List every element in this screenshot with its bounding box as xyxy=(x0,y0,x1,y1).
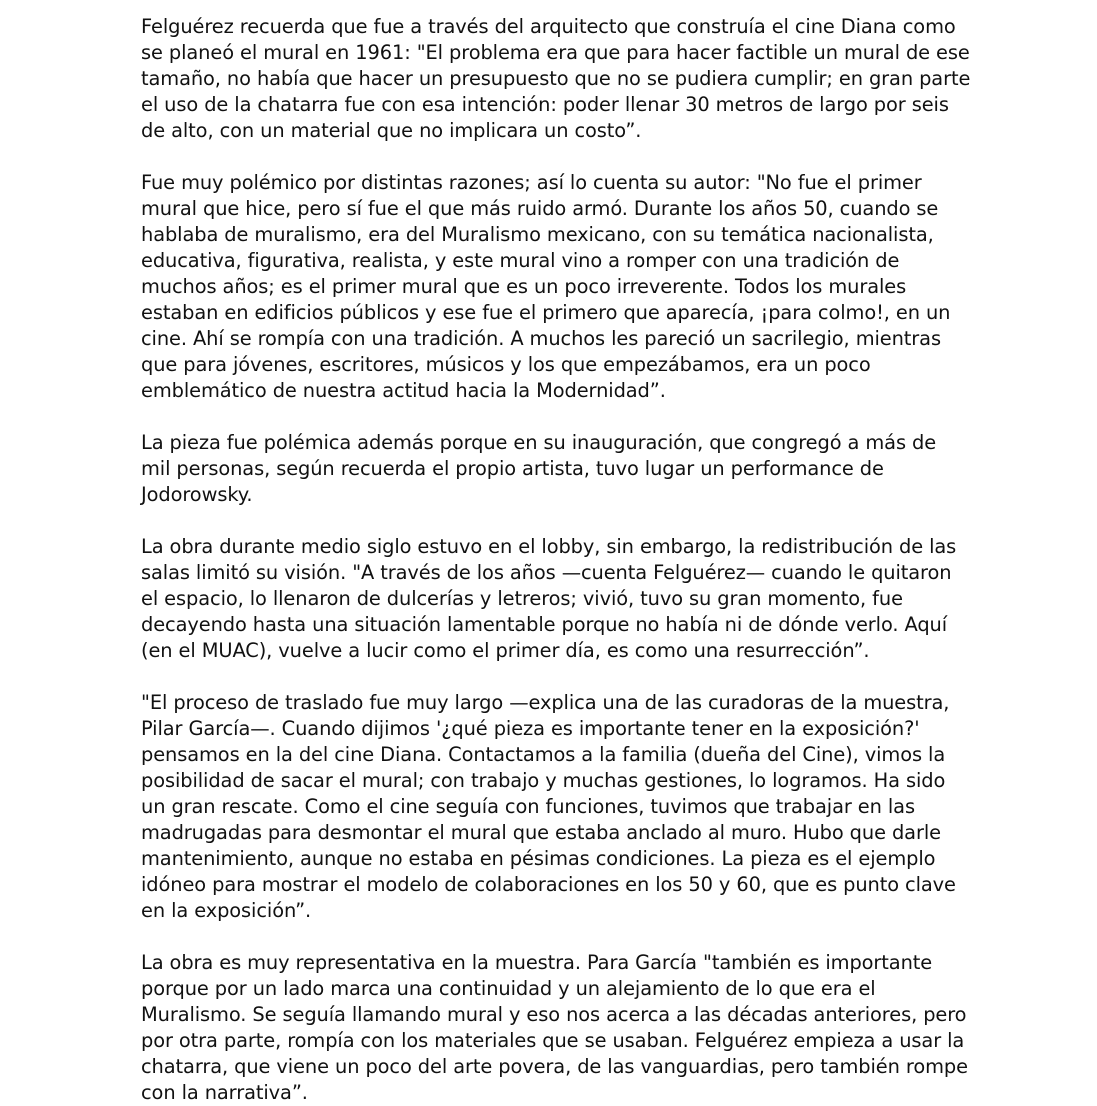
paragraph-lobby-history: La obra durante medio siglo estuvo en el lobby, sin embargo, la redistribución de las salas limitó su visión. "A través de los años —cuenta Felguérez— cuando le quitaron el espacio, lo llenaron de dulcerías y letreros; vivió, tuvo su gran momento, fue decayendo hasta una situación lamentable porque no había ni de dónde verlo. Aquí (en el MUAC), vuelve a lucir como el primer día, es como una resurrección”. xyxy=(141,535,957,662)
paragraph-mural-origin: Felguérez recuerda que fue a través del arquitecto que construía el cine Diana como se planeó el mural en 1961: "El problema era que para hacer factible un mural de ese tamaño, no había que hacer un presupuesto que no se pudiera cumplir; en gran parte el uso de la chatarra fue con esa intención: poder llenar 30 metros de largo por seis de alto, con un material que no implicara un costo”. xyxy=(141,15,971,142)
paragraph-representativeness: La obra es muy representativa en la muestra. Para García "también es importante porque por un lado marca una continuidad y un alejamiento de lo que era el Muralismo. Se seguía llamando mural y eso nos acerca a las décadas anteriores, pero por otra parte, rompía con los materiales que se usaban. Felguérez empieza a usar la chatarra, que viene un poco del arte povera, de las vanguardias, pero también rompe con la narrativa”. xyxy=(141,951,968,1104)
article-body xyxy=(141,14,971,1106)
paragraph-transfer-process: "El proceso de traslado fue muy largo —explica una de las curadoras de la muestra, Pilar García—. Cuando dijimos '¿qué pieza es importante tener en la exposición?' pensamos en la del cine Diana. Contactamos a la familia (dueña del Cine), vimos la posibilidad de sacar el mural; con trabajo y muchas gestiones, lo logramos. Ha sido un gran rescate. Como el cine seguía con funciones, tuvimos que trabajar en las madrugadas para desmontar el mural que estaba anclado al muro. Hubo que darle mantenimiento, aunque no estaba en pésimas condiciones. La pieza es el ejemplo idóneo para mostrar el modelo de colaboraciones en los 50 y 60, que es punto clave en la exposición”. xyxy=(141,691,956,922)
paragraph-inauguration: La pieza fue polémica además porque en su inauguración, que congregó a más de mil personas, según recuerda el propio artista, tuvo lugar un performance de Jodorowsky. xyxy=(141,431,937,506)
paragraph-controversy: Fue muy polémico por distintas razones; así lo cuenta su autor: "No fue el primer mural que hice, pero sí fue el que más ruido armó. Durante los años 50, cuando se hablaba de muralismo, era del Muralismo mexicano, con su temática nacionalista, educativa, figurativa, realista, y este mural vino a romper con una tradición de muchos años; es el primer mural que es un poco irreverente. Todos los murales estaban en edificios públicos y ese fue el primero que aparecía, ¡para colmo!, en un cine. Ahí se rompía con una tradición. A muchos les pareció un sacrilegio, mientras que para jóvenes, escritores, músicos y los que empezábamos, era un poco emblemático de nuestra actitud hacia la Modernidad”. xyxy=(141,171,951,402)
